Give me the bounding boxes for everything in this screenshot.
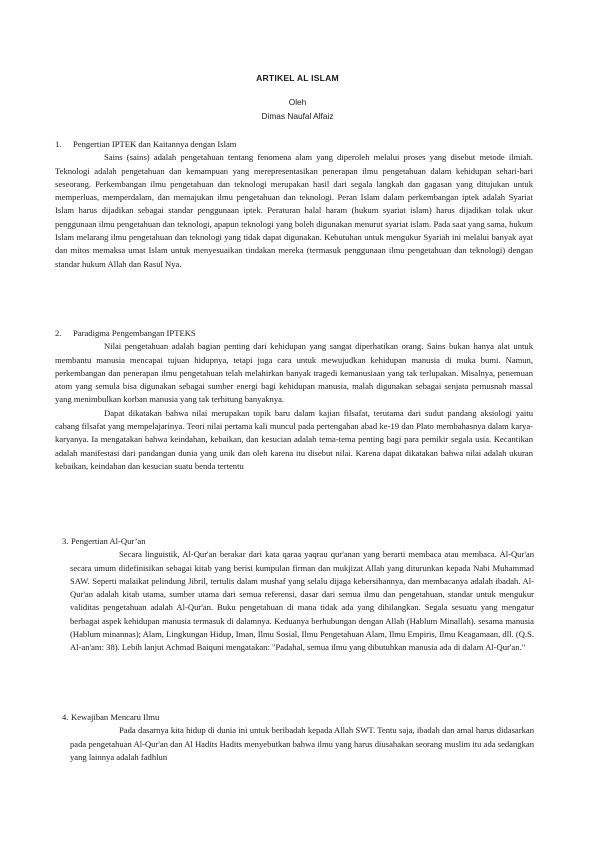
section-number: 1.	[55, 139, 62, 149]
paragraph: Pada dasarnya kita hidup di dunia ini untuk beribadah kepada Allah SWT. Tentu saja, ibadah dan amal harus didasarkan pada pengetahuan Al-Qur'an dan Al Hadits Hadits menyebutkan bahwa ilmu yang harus diusahakan seorang muslim itu ada sedangkan yang lainnya adalah fadhlun	[70, 725, 534, 762]
section-number: 3.	[62, 536, 69, 546]
section-heading	[0, 138, 595, 151]
section-alquran	[0, 535, 595, 655]
paragraph: Nilai pengetahuan adalah bagian penting dari kehidupan yang sangat diperhatikan orang. Sains bukan hanya alat untuk membantu manusia mencapai tujuan hidupnya, tetapi juga cara untuk mewujudkan kehidupan manusia di muka bumi. Namun, perkembangan dan penerapan ilmu pengetahuan telah melahirkan banyak tragedi kemanusiaan yang tak terlupakan. Misalnya, penemuan atom yang semula bisa digunakan sebagai sumber energi bagi kehidupan manusia, malah digunakan sebagai senjata pemusnah massal yang menimbulkan korban manusia yang tak terhitung banyaknya.	[55, 341, 533, 405]
byline: Oleh	[288, 97, 307, 107]
article-title: ARTIKEL AL ISLAM	[256, 73, 339, 83]
section-heading-text: Pengertian Al-Qur’an	[71, 536, 146, 546]
section-iptek	[0, 138, 595, 271]
section-heading	[0, 535, 595, 548]
section-body	[70, 724, 534, 764]
section-kewajiban	[0, 711, 595, 764]
author-name: Dimas Naufal Alfaiz	[261, 111, 334, 121]
section-number: 4.	[62, 712, 69, 722]
section-heading	[0, 711, 595, 724]
section-body	[55, 151, 533, 271]
section-heading-text: Paradigma Pengembangan IPTEKS	[73, 328, 196, 338]
paragraph: Dapat dikatakan bahwa nilai merupakan topik baru dalam kajian filsafat, terutama dari sudut pandang aksiologi yaitu cabang filsafat yang mempelajarinya. Teori nilai pertama kali muncul pada pertengahan abad ke-19 dan Plato membahasnya dalam karya-karyanya. Ia mengatakan bahwa keindahan, kebaikan, dan kesucian adalah tema-tema penting bagi para pemikir segala usia. Kecantikan adalah manifestasi dari pandangan dunia yang unik dan oleh karena itu disebut nilai. Karena dapat dikatakan bahwa nilai adalah ukuran kebaikan, keindahan dan kesucian suatu benda tertentu	[55, 407, 533, 471]
section-body	[70, 548, 534, 654]
section-number: 2.	[55, 328, 62, 338]
section-heading-text: Kewajiban Mencaru Ilmu	[71, 712, 160, 722]
section-paradigma	[0, 327, 595, 473]
section-heading	[0, 327, 595, 340]
paragraph: Secara linguistik, Al-Qur'an berakar dari kata qaraa yaqrau qur'anan yang berarti membaca atau membaca. Al-Qur'an secara umum didefinisikan sebagai kitab yang berisi kumpulan firman dan mukjizat Allah yang diturunkan kepada Nabi Muhammad SAW. Seperti malaikat pelindung Jibril, tertulis dalam mushaf yang selalu dijaga kebersihannya, dan membacanya adalah ibadah. Al-Qur'an adalah kitab utama, sumber utama dari semua referensi, dasar dari semua ilmu dan pengetahuan, standar untuk mengukur validitas pengetahuan adalah Al-Qur'an. Buku pengetahuan di mana tidak ada yang dihilangkan. Segala sesuatu yang mengatur berbagai aspek kehidupan manusia termasuk di dalamnya. Keduanya berhubungan dengan Allah (Hablum Minallah). sesama manusia (Hablum minannas); Alam, Lingkungan Hidup, Iman, Ilmu Sosial, Ilmu Pengetahuan Alam, Ilmu Empiris, Ilmu Keagamaan, dll. (Q.S. Al-an'am: 38). Lebih lanjut Achmad Baiquni mengatakan: "Padahal, semua ilmu yang dibutuhkan manusia ada di dalam Al-Qur'an."	[70, 549, 534, 653]
section-heading-text: Pengertian IPTEK dan Kaitannya dengan Islam	[73, 139, 237, 149]
section-body	[55, 340, 533, 473]
paragraph: Sains (sains) adalah pengetahuan tentang fenomena alam yang diperoleh melalui proses yang disebut metode ilmiah. Teknologi adalah pengetahuan dan kemampuan yang merepresentasikan penerapan ilmu pengetahuan dalam kehidupan sehari-hari seseorang. Perkembangan ilmu pengetahuan dan teknologi merupakan hasil dari segala langkah dan gagasan yang ditujukan untuk memperluas, memperdalam, dan memajukan ilmu pengetahuan dan teknologi. Peran Islam dalam perkembangan iptek adalah Syariat Islam harus dijadikan sebagai standar penggunaan iptek. Peraturan halal haram (hukum syariat islam) harus dijadikan tolak ukur penggunaan ilmu pengetahuan dan teknologi, apapun teknologi yang boleh digunakan menurut syariat islam. Pada saat yang sama, hukum Islam melarang ilmu pengetahuan dan teknologi yang tidak dapat digunakan. Kebutuhan untuk mengukur Syariah ini melalui banyak ayat dan mitos memaksa umat Islam untuk menyesuaikan tindakan mereka (termasuk penggunaan ilmu pengetahuan dan teknologi) dengan standar hukum Allah dan Rasul Nya.	[55, 152, 533, 269]
